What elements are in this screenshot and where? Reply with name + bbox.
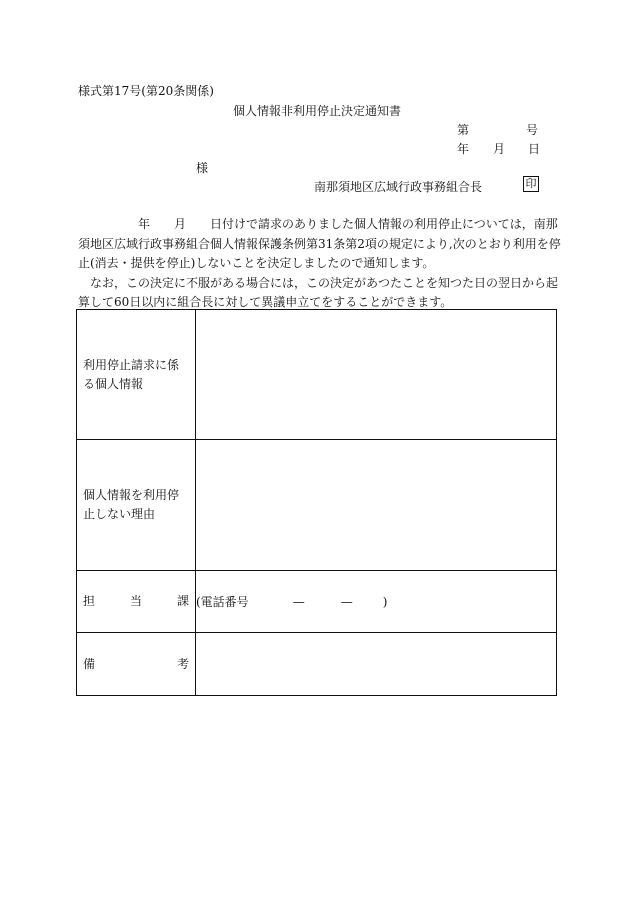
form-number: 様式第17号(第20条関係)	[78, 84, 214, 98]
document-title: 個人情報非利用停止決定通知書	[233, 104, 402, 118]
label-char: 課	[176, 594, 189, 608]
table-row	[77, 310, 557, 440]
phone-close: )	[382, 594, 388, 609]
notice-body	[78, 215, 561, 313]
addressee-suffix: 様	[196, 161, 209, 175]
label-line: 止しない理由	[83, 507, 156, 521]
label-char: 担	[83, 594, 96, 608]
reason-field[interactable]	[196, 440, 557, 571]
row-label-department	[77, 571, 196, 633]
label-char: 考	[176, 656, 189, 671]
date-month-label: 月	[493, 142, 506, 156]
label-line: る個人情報	[83, 376, 144, 391]
info-table	[76, 309, 557, 696]
issue-number-label: 第	[457, 123, 470, 137]
sender-name: 南那須地区広域行政事務組合長	[314, 180, 483, 194]
label-line: 個人情報を利用停	[83, 488, 180, 502]
issue-number-suffix: 号	[526, 123, 539, 137]
phone-dash: —	[340, 594, 353, 609]
body-line-1: 年 月 日付けで請求のありました個人情報の利用停止については，南那	[78, 217, 558, 231]
body-line-4: なお，この決定に不服がある場合には，この決定があつたことを知つた日の翌日から起	[78, 275, 559, 290]
phone-label: (電話番号	[196, 595, 249, 609]
row-label-remarks	[77, 633, 196, 696]
remarks-field[interactable]	[196, 633, 557, 696]
row-label-personal-info	[77, 310, 196, 440]
table-row	[77, 571, 557, 633]
row-label-reason	[77, 440, 196, 571]
body-line-5: 算して60日以内に組合長に対して異議申立てをすることができます。	[78, 295, 453, 309]
table-row	[77, 633, 557, 696]
phone-dash: —	[292, 594, 305, 609]
seal-mark: 印	[523, 176, 539, 192]
body-line-3: 止(消去・提供を停止)しないことを決定しましたので通知します。	[78, 256, 435, 270]
label-char: 備	[83, 656, 96, 671]
phone-number-line	[196, 593, 556, 610]
body-line-2: 須地区広域行政事務組合個人情報保護条例第31条第2項の規定により,次のとおり利用を停	[78, 236, 561, 251]
label-char: 当	[129, 594, 142, 608]
department-field[interactable]	[196, 571, 557, 633]
date-year-label: 年	[457, 142, 470, 156]
remarks-label	[83, 655, 189, 674]
department-label	[83, 592, 189, 611]
date-day-label: 日	[528, 142, 541, 156]
label-line: 利用停止請求に係	[83, 357, 180, 372]
personal-info-field[interactable]	[196, 310, 557, 440]
table-row	[77, 440, 557, 571]
